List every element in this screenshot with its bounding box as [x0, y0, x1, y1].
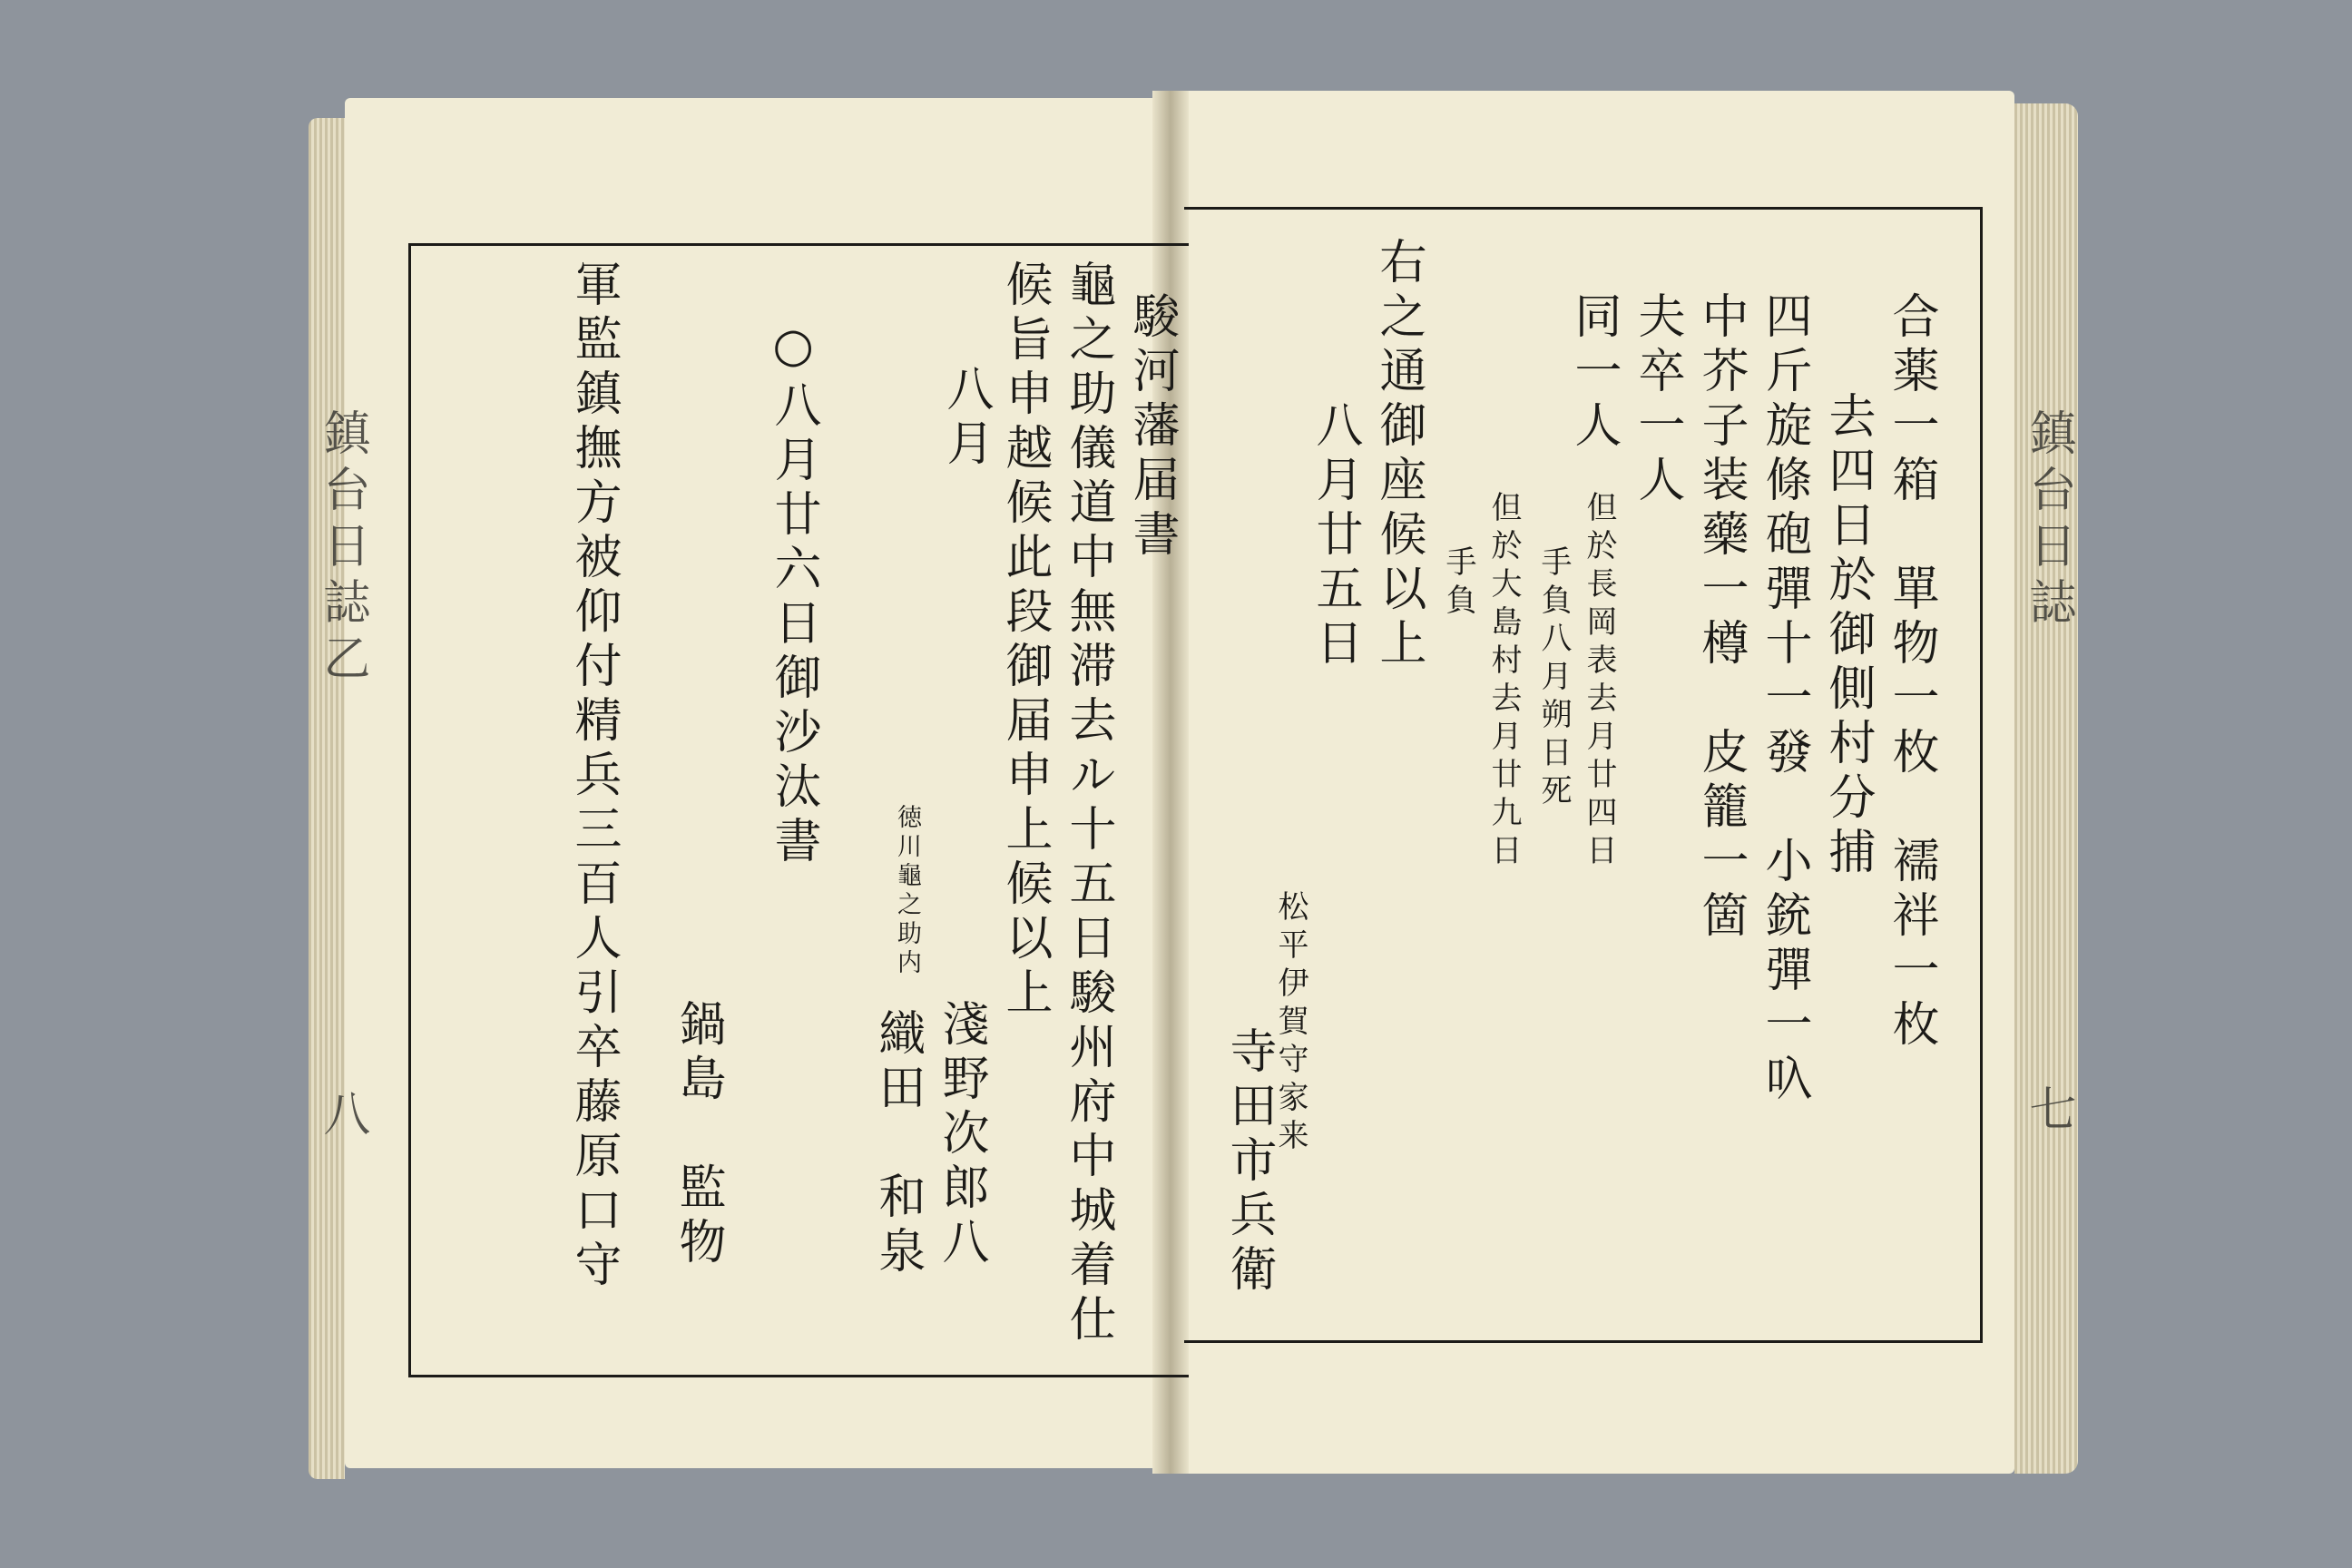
right-col-4: 中芥子装藥一樽 皮籠一箇 — [1693, 291, 1748, 945]
left-margin-title: 鎮台日誌乙 — [315, 408, 369, 690]
right-col-6: 但於長岡表去月廿四日 — [1581, 491, 1617, 872]
left-col-2: 龜之助儀道中無滞去ル十五日駿州府中城着仕 — [1061, 260, 1115, 1348]
right-col-11: 右之通御座候以上 — [1371, 237, 1426, 672]
left-col-8: ○八月廿六日御沙汰書 — [766, 318, 820, 870]
right-text-frame — [1184, 207, 1983, 1343]
right-col-1: 合薬一箱 單物一枚 襦袢一枚 — [1884, 291, 1938, 1054]
right-margin-page-number: 七 — [2021, 1084, 2075, 1141]
right-page-edges — [2014, 103, 2078, 1474]
left-col-3: 候旨申越候此段御届申上候以上 — [997, 260, 1052, 1022]
right-col-10: 手負 — [1440, 545, 1476, 622]
right-margin-title: 鎮台日誌 — [2021, 408, 2075, 633]
left-col-9: 鍋島 監物 — [671, 999, 725, 1271]
left-col-6: 淺野次郎八 — [934, 999, 988, 1271]
right-col-8: 同一人 — [1566, 291, 1621, 455]
left-col-1: 駿河藩届書 — [1124, 291, 1179, 564]
right-col-2: 去四日於御側村分捕 — [1820, 391, 1875, 881]
right-col-3: 四斤旋條砲彈十一發 小銃彈一叺 — [1757, 291, 1811, 1108]
open-book — [309, 91, 2078, 1479]
right-col-14: 寺田市兵衛 — [1221, 1026, 1276, 1298]
left-text-frame — [408, 243, 1189, 1377]
left-col-10: 軍監鎮撫方被仰付精兵三百人引卒藤原口守 — [566, 260, 621, 1294]
left-page-edges — [309, 118, 345, 1479]
right-col-5: 夫卒一人 — [1630, 291, 1684, 509]
right-col-13: 松平伊賀守家来 — [1272, 890, 1308, 1157]
right-col-9: 但於大島村去月廿九日 — [1485, 491, 1522, 872]
right-col-12: 八月廿五日 — [1308, 400, 1362, 672]
left-col-7: 織田 和泉 — [870, 1008, 925, 1280]
right-col-7: 手負八月朔日死 — [1535, 545, 1572, 812]
left-col-4: 八月 — [938, 364, 993, 473]
left-col-5: 徳川龜之助内 — [893, 804, 921, 978]
left-margin-page-number: 八 — [315, 1089, 369, 1145]
